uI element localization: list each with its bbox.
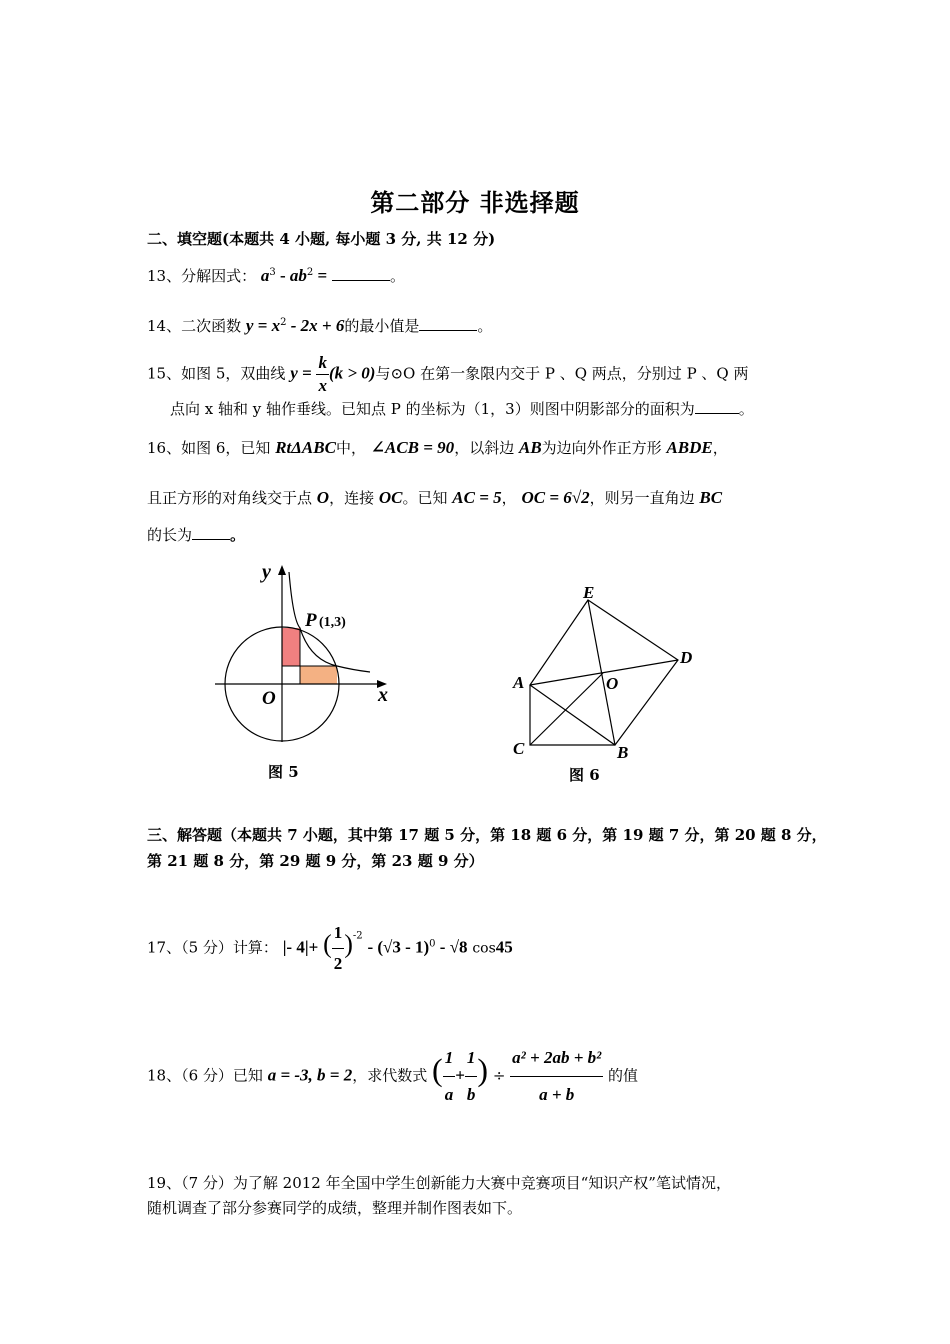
q14-suffix: 的最小值是 — [344, 317, 420, 335]
q16-text: ， — [501, 489, 517, 507]
q15-line2: 点向 x 轴和 y 轴作垂线。已知点 P 的坐标为（1，3）则图中阴影部分的面积为 — [170, 400, 695, 418]
answer-blank[interactable] — [332, 266, 390, 281]
figure-5-caption: 图 5 — [268, 763, 299, 781]
q18-f2d: b — [466, 1085, 476, 1104]
question-16 — [147, 437, 728, 459]
segment-oc — [530, 673, 603, 745]
section-2-heading: 二、填空题(本题共 4 小题, 每小题 3 分, 共 12 分) — [147, 230, 496, 248]
q18-frac-b — [465, 1040, 478, 1113]
section-3-heading-line-1: 三、解答题（本题共 7 小题，其中第 17 题 5 分，第 18 题 6 分，第 19 题 7 分，第 20 题 8 分， — [147, 826, 827, 844]
question-16-line-2 — [147, 487, 722, 509]
q13-eq: = — [313, 266, 328, 285]
q18-frac-a — [443, 1040, 456, 1113]
q16-text: 中， — [335, 439, 366, 457]
q18-f1n: 1 — [443, 1040, 456, 1077]
q16-text: 。已知 — [402, 489, 448, 507]
label-o: O — [606, 674, 619, 693]
q18-den: a + b — [539, 1085, 575, 1104]
label-y: y — [262, 561, 271, 583]
q16-text: ，连接 — [329, 489, 375, 507]
section-3-heading-line-2: 第 21 题 8 分，第 29 题 9 分，第 23 题 9 分） — [147, 852, 484, 870]
q17-abs: |- 4| — [282, 937, 309, 957]
shaded-region-orange — [300, 666, 337, 684]
diagonal-ad — [530, 660, 678, 685]
q17-half-d: 2 — [333, 954, 343, 973]
q16-angle: ∠ACB = 90 — [370, 438, 455, 457]
q18-div: ÷ — [492, 1066, 506, 1085]
q17-half — [332, 918, 345, 979]
q14-prefix: 14、二次函数 — [147, 317, 242, 335]
diagonal-eb — [588, 600, 615, 745]
question-14: 14、二次函数 $y = x^2 - 2x + 6$的最小值是 。 — [147, 316, 493, 335]
q14-expr: y = x — [245, 316, 281, 335]
figure-5 — [205, 560, 405, 790]
q15-fraction — [316, 352, 329, 397]
question-19-line-1: 19、（7 分）为了解 2012 年全国中学生创新能力大赛中竞赛项目“知识产权”笔试情况， — [147, 1174, 731, 1192]
answer-blank[interactable] — [419, 316, 477, 331]
q17-rest: - (√3 - 1) — [367, 937, 430, 957]
answer-blank[interactable] — [695, 399, 739, 414]
label-p-coord: (1,3) — [319, 615, 346, 630]
q18-num: a² + 2ab + b² — [510, 1040, 603, 1077]
q18-cond: a = -3, b = 2 — [267, 1065, 353, 1085]
q18-frac-main — [510, 1040, 603, 1113]
q13-ab: ab — [289, 266, 307, 285]
q17-half-n: 1 — [332, 918, 345, 949]
q16-ac: AC = 5 — [452, 488, 502, 507]
q15-x: x — [318, 376, 327, 395]
q17-cos: cos — [472, 940, 496, 957]
q17-plus: + — [308, 937, 319, 957]
q15-y: y = — [290, 363, 312, 383]
q18-f2n: 1 — [465, 1040, 478, 1077]
q13-prefix: 13、分解因式： — [147, 267, 257, 285]
q16-o: O — [316, 488, 330, 507]
page-title: 第二部分 非选择题 — [370, 189, 580, 217]
label-d: D — [680, 648, 693, 667]
label-o: O — [262, 688, 276, 709]
q16-end: 。 — [230, 526, 246, 544]
question-13: 13、分解因式： $a^3 - ab^2$ = 。 — [147, 266, 406, 285]
q14-end: 。 — [477, 317, 493, 335]
q15-mid: 与⊙O 在第一象限内交于 P 、Q 两点，分别过 P 、Q 两 — [375, 364, 749, 383]
q16-text: 为边向外作正方形 — [541, 439, 662, 457]
q16-text: ，则另一直角边 — [589, 489, 695, 507]
label-a: A — [513, 673, 525, 692]
y-axis-arrow — [278, 565, 286, 575]
q18-prefix: 18、（6 分）已知 — [147, 1066, 263, 1085]
q16-text: ，以斜边 — [454, 439, 515, 457]
question-16-line-3 — [147, 524, 245, 546]
q13-minus: - — [275, 266, 290, 285]
q16-tri: RtΔABC — [275, 438, 336, 457]
answer-blank[interactable] — [192, 525, 230, 540]
shaded-region-red — [282, 628, 300, 666]
q18-suffix: 的值 — [608, 1066, 639, 1085]
label-c: C — [513, 739, 525, 758]
label-x: x — [378, 684, 388, 706]
q15-prefix: 15、如图 5，双曲线 — [147, 364, 286, 383]
label-p: P — [305, 610, 317, 631]
q14-expr2: - 2x + 6 — [286, 316, 345, 335]
q18-f1d: a — [444, 1085, 454, 1104]
question-19-line-2: 随机调查了部分参赛同学的成绩，整理并制作图表如下。 — [147, 1199, 523, 1217]
question-15-line-2 — [170, 398, 754, 420]
q17-zero: 0 — [429, 938, 436, 950]
q18-mid: ，求代数式 — [352, 1066, 428, 1085]
q17-exp: -2 — [352, 930, 363, 942]
q13-a: a — [260, 266, 270, 285]
q16-ab: AB — [518, 438, 542, 457]
q16-abde: ABDE — [666, 438, 713, 457]
label-b: B — [617, 743, 629, 762]
q16-text: 的长为 — [147, 526, 193, 544]
q16-bc: BC — [699, 488, 723, 507]
figure-6-caption: 图 6 — [569, 766, 600, 784]
q16-oc-val: OC = 6√2 — [521, 488, 590, 507]
q16-text: 且正方形的对角线交于点 — [147, 489, 313, 507]
q13-suffix: 。 — [390, 267, 406, 285]
q15-end: 。 — [738, 400, 754, 418]
label-e: E — [583, 583, 595, 602]
q17-rest2: - √8 — [435, 937, 468, 957]
question-17: 17、（5 分）计算： |- 4|+ ( $\frac{1}{2}$ )$^{-2}$ - (√3 - 1)$^0$ - √8 cos45 — [147, 918, 513, 979]
q16-text: ， — [712, 439, 728, 457]
q17-deg: 45 — [495, 937, 513, 957]
q17-prefix: 17、（5 分）计算： — [147, 938, 278, 957]
figure-6 — [505, 580, 710, 770]
q15-k: k — [316, 352, 329, 375]
question-18: 18、（6 分）已知 a = -3, b = 2，求代数式 ( $\frac{1}{a}$ + $\frac{1}{b}$ ) ÷ $\frac{\text{a² + 2ab + b²}}{a + b}$ 的值 — [147, 1040, 638, 1113]
q16-text: 16、如图 6，已知 — [147, 439, 271, 457]
question-15 — [147, 352, 749, 397]
q16-oc: OC — [378, 488, 403, 507]
q15-cond: (k > 0) — [328, 363, 376, 383]
